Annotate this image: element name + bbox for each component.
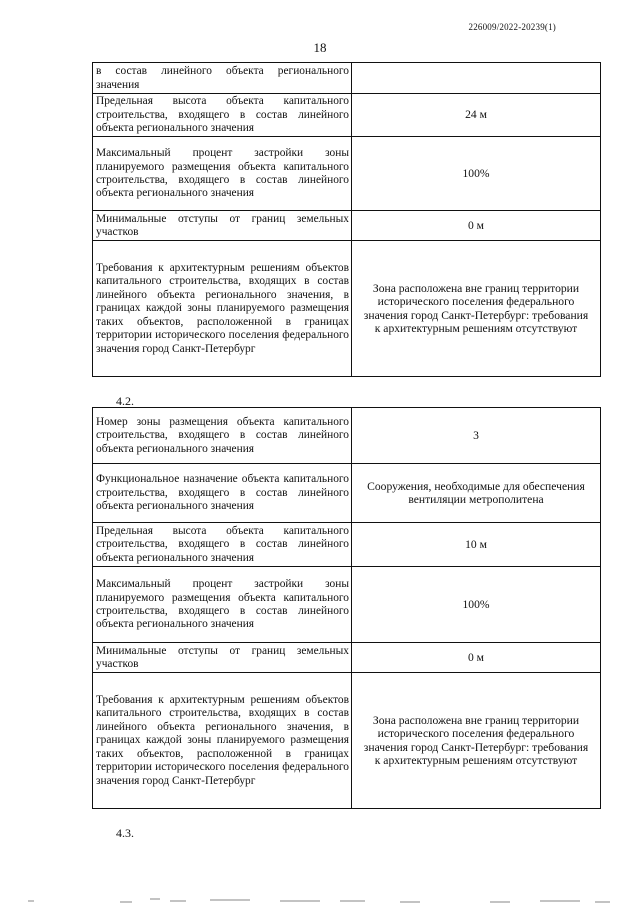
value-cell: 3 [352, 408, 601, 464]
table-row [93, 523, 601, 567]
parameters-table-4-1-continued [92, 62, 601, 377]
param-cell: Минимальные отступы от границ земельных участков [93, 211, 352, 241]
table-row [93, 241, 601, 377]
table-row [93, 408, 601, 464]
value-cell: 100% [352, 137, 601, 211]
param-cell: Требования к архитектурным решениям объектов капитального строительства, входящих в состав линейного объекта регионального значения, в границах каждой зоны планируемого размещения таких объектов, расположенной в границах территории исторического поселения федерального значения город Санкт-Петербург [93, 241, 352, 377]
value-cell: 0 м [352, 643, 601, 673]
scan-artifact [20, 893, 620, 905]
table-row [93, 211, 601, 241]
value-cell: Зона расположена вне границ территории исторического поселения федерального значения город Санкт-Петербург: требования к архитектурным решениям отсутствуют [352, 241, 601, 377]
value-cell [352, 63, 601, 94]
value-cell: Зона расположена вне границ территории исторического поселения федерального значения город Санкт-Петербург: требования к архитектурным решениям отсутствуют [352, 673, 601, 809]
param-cell: Требования к архитектурным решениям объектов капитального строительства, входящих в состав линейного объекта регионального значения, в границах каждой зоны планируемого размещения таких объектов, расположенной в границах территории исторического поселения федерального значения город Санкт-Петербург [93, 673, 352, 809]
section-label-4-2: 4.2. [116, 394, 134, 408]
table-row [93, 567, 601, 643]
table-row [93, 643, 601, 673]
table-row [93, 63, 601, 94]
param-cell: Функциональное назначение объекта капитального строительства, входящего в состав линейного объекта регионального значения [93, 464, 352, 523]
value-cell: Сооружения, необходимые для обеспечения вентиляции метрополитена [352, 464, 601, 523]
table-row [93, 673, 601, 809]
section-label-4-3: 4.3. [116, 826, 134, 840]
table-row [93, 464, 601, 523]
value-cell: 10 м [352, 523, 601, 567]
param-cell: Предельная высота объекта капитального строительства, входящего в состав линейного объекта регионального значения [93, 94, 352, 137]
value-cell: 0 м [352, 211, 601, 241]
param-cell: Предельная высота объекта капитального строительства, входящего в состав линейного объекта регионального значения [93, 523, 352, 567]
document-number: 226009/2022-20239(1) [468, 22, 556, 32]
param-cell: в состав линейного объекта регионального значения [93, 63, 352, 94]
value-cell: 24 м [352, 94, 601, 137]
param-cell: Номер зоны размещения объекта капитального строительства, входящего в состав линейного объекта регионального значения [93, 408, 352, 464]
param-cell: Минимальные отступы от границ земельных участков [93, 643, 352, 673]
page-number: 18 [313, 40, 327, 55]
value-cell: 100% [352, 567, 601, 643]
parameters-table-4-2 [92, 407, 601, 809]
param-cell: Максимальный процент застройки зоны планируемого размещения объекта капитального строительства, входящего в состав линейного объекта регионального значения [93, 567, 352, 643]
param-cell: Максимальный процент застройки зоны планируемого размещения объекта капитального строительства, входящего в состав линейного объекта регионального значения [93, 137, 352, 211]
table-row [93, 94, 601, 137]
table-row [93, 137, 601, 211]
